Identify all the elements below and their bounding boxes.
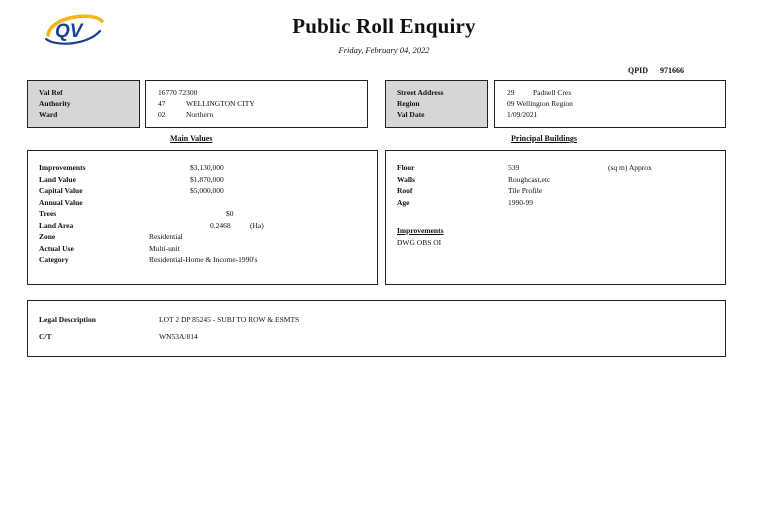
ct-value: WN53A/814 bbox=[159, 332, 198, 341]
report-date: Friday, February 04, 2022 bbox=[338, 45, 430, 55]
region-value: 09 Wellington Region bbox=[507, 99, 573, 108]
capital-value-value: $5,000,000 bbox=[190, 186, 224, 195]
floor-value: 539 bbox=[508, 163, 520, 172]
improvements-heading: Improvements bbox=[397, 226, 444, 235]
right-info-values-box bbox=[494, 80, 726, 128]
floor-label: Floor bbox=[397, 163, 415, 172]
actual-use-label: Actual Use bbox=[39, 243, 74, 253]
legal-box bbox=[27, 300, 726, 357]
ward-code: 02 bbox=[158, 110, 166, 119]
zone-value: Residential bbox=[149, 232, 183, 241]
walls-value: Roughcast,etc bbox=[508, 174, 551, 184]
street-name: Padnell Cres bbox=[533, 88, 572, 97]
age-label: Age bbox=[397, 197, 410, 207]
improvements-label: Improvements bbox=[39, 163, 86, 172]
category-value: Residential-Home & Income-1990's bbox=[149, 255, 258, 264]
legal-description-label: Legal Description bbox=[39, 315, 96, 324]
val-ref-value: 16770 72300 bbox=[158, 88, 198, 97]
trees-value: $0 bbox=[226, 209, 234, 218]
walls-label: Walls bbox=[397, 174, 415, 184]
qpid-value: 971666 bbox=[660, 66, 684, 75]
age-value: 1990-99 bbox=[508, 197, 533, 207]
floor-unit: (sq m) Approx bbox=[608, 163, 652, 172]
right-info-labels-box bbox=[385, 80, 488, 128]
roof-value: Tile Profile bbox=[508, 186, 543, 195]
zone-label: Zone bbox=[39, 232, 56, 241]
page-title: Public Roll Enquiry bbox=[292, 14, 476, 38]
val-date-value: 1/09/2021 bbox=[507, 110, 538, 119]
principal-buildings-box bbox=[385, 150, 726, 285]
region-label: Region bbox=[397, 99, 420, 108]
street-number: 29 bbox=[507, 88, 515, 97]
land-area-label: Land Area bbox=[39, 220, 74, 230]
improvements-value: $3,130,000 bbox=[190, 163, 224, 172]
capital-value-label: Capital Value bbox=[39, 186, 83, 195]
qpid bbox=[628, 66, 684, 75]
main-values-box bbox=[27, 150, 378, 285]
ct-label: C/T bbox=[39, 332, 52, 341]
authority-code: 47 bbox=[158, 99, 166, 108]
street-address-label: Street Address bbox=[397, 88, 444, 97]
trees-label: Trees bbox=[39, 209, 57, 218]
roof-label: Roof bbox=[397, 186, 413, 195]
ward-label: Ward bbox=[39, 110, 58, 119]
land-value-label: Land Value bbox=[39, 174, 76, 184]
authority-name: WELLINGTON CITY bbox=[186, 99, 255, 108]
improvements-description: DWG OBS OI bbox=[397, 238, 442, 247]
qpid-label: QPID bbox=[628, 66, 648, 75]
val-ref-label: Val Ref bbox=[39, 88, 63, 97]
ward-name: Northern bbox=[186, 110, 214, 119]
land-area-unit: (Ha) bbox=[250, 220, 264, 230]
legal-description-value: LOT 2 DP 85245 - SUBJ TO ROW & ESMTS bbox=[159, 315, 300, 324]
left-info-values-box bbox=[145, 80, 368, 128]
main-values-heading: Main Values bbox=[170, 134, 213, 143]
authority-label: Authority bbox=[39, 99, 71, 108]
category-label: Category bbox=[39, 255, 69, 264]
actual-use-value: Multi-unit bbox=[149, 243, 180, 253]
annual-value-label: Annual Value bbox=[39, 197, 83, 207]
val-date-label: Val Date bbox=[397, 110, 425, 119]
principal-buildings-heading: Principal Buildings bbox=[511, 134, 578, 143]
left-info-labels-box bbox=[27, 80, 140, 128]
land-value-value: $1,870,000 bbox=[190, 174, 224, 184]
logo-text: QV bbox=[55, 21, 83, 42]
land-area-value: 0.2468 bbox=[210, 220, 231, 230]
